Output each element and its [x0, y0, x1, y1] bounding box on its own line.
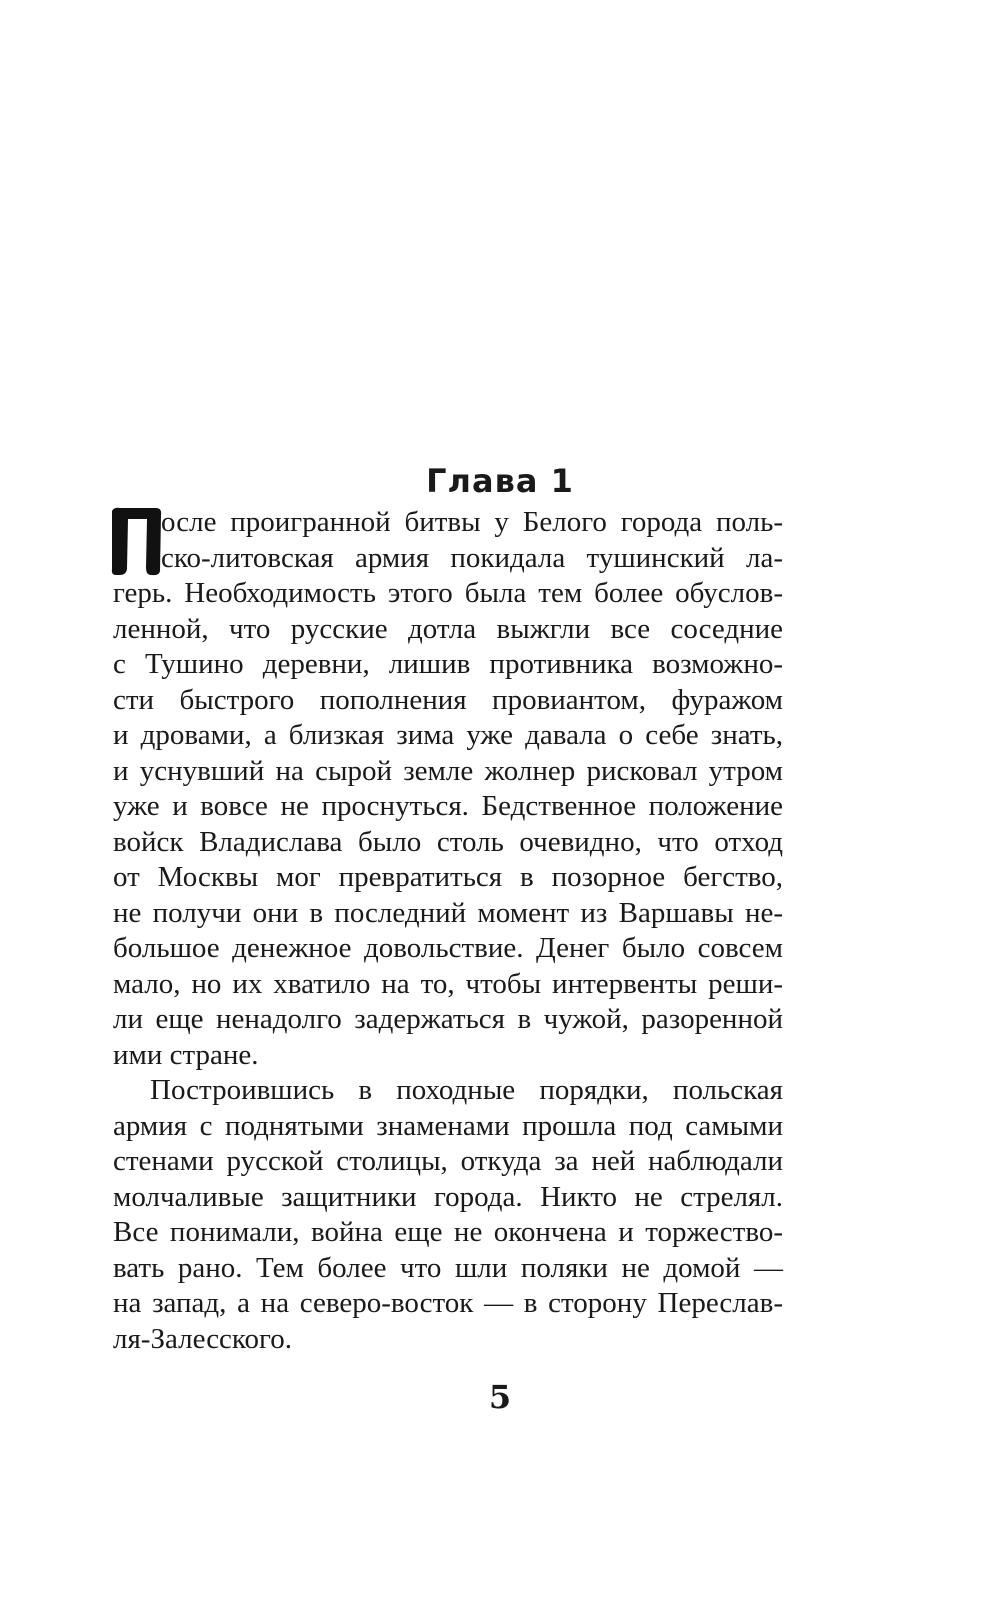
paragraph-line: мало, но их хватило на то, чтобы интервенты реши- — [113, 967, 783, 1000]
paragraph-line: Построившись в походные порядки, польская — [150, 1074, 783, 1106]
chapter-title: Глава 1 — [426, 462, 574, 500]
paragraph-line: стенами русской столицы, откуда за ней наблюдали — [113, 1145, 783, 1177]
paragraph-line: войск Владислава было столь очевидно, что отход — [113, 825, 783, 858]
paragraph-line: армия с поднятыми знаменами прошла под самыми — [113, 1109, 783, 1142]
paragraph-2 — [113, 1073, 783, 1357]
paragraph-line: ленной, что русские дотла выжгли все соседние — [113, 612, 783, 645]
paragraph-1 — [113, 505, 783, 1073]
paragraph-line: с Тушино деревни, лишив противника возможно- — [113, 648, 783, 680]
paragraph-line: молчаливые защитники города. Никто не стрелял. — [113, 1180, 783, 1213]
paragraph-line: вать рано. Тем более что шли поляки не домой — — [113, 1251, 783, 1284]
paragraph-line: ско-литовская армия покидала тушинский ла- — [161, 541, 783, 574]
paragraph-line: на запад, а на северо-восток — в сторону Переслав- — [113, 1287, 783, 1319]
paragraph-line: осле проигранной битвы у Белого города поль- — [113, 505, 783, 541]
paragraph-line: не получи они в последний момент из Варшавы не- — [113, 896, 783, 929]
body-text — [113, 505, 783, 1357]
paragraph-line: ими стране. — [113, 1038, 259, 1071]
paragraph-line: и дровами, а близкая зима уже давала о себе знать, — [113, 719, 783, 751]
paragraph-line: ля-Залесского. — [113, 1322, 292, 1355]
paragraph-line: большое денежное довольствие. Денег было совсем — [113, 932, 783, 964]
paragraph-line: уже и вовсе не проснуться. Бедственное положение — [113, 790, 783, 822]
paragraph-line: сти быстрого пополнения провиантом, фуражом — [113, 683, 783, 716]
page-number: 5 — [488, 1378, 512, 1416]
paragraph-line: герь. Необходимость этого была тем более обуслов- — [113, 577, 783, 609]
paragraph-line: и уснувший на сырой земле жолнер рисковал утром — [113, 754, 783, 787]
paragraph-line: Все понимали, война еще не окончена и торжество- — [113, 1216, 783, 1248]
paragraph-line: ли еще ненадолго задержаться в чужой, разоренной — [113, 1003, 783, 1035]
paragraph-line: от Москвы мог превратиться в позорное бегство, — [113, 861, 783, 893]
drop-cap-letter — [106, 505, 166, 577]
